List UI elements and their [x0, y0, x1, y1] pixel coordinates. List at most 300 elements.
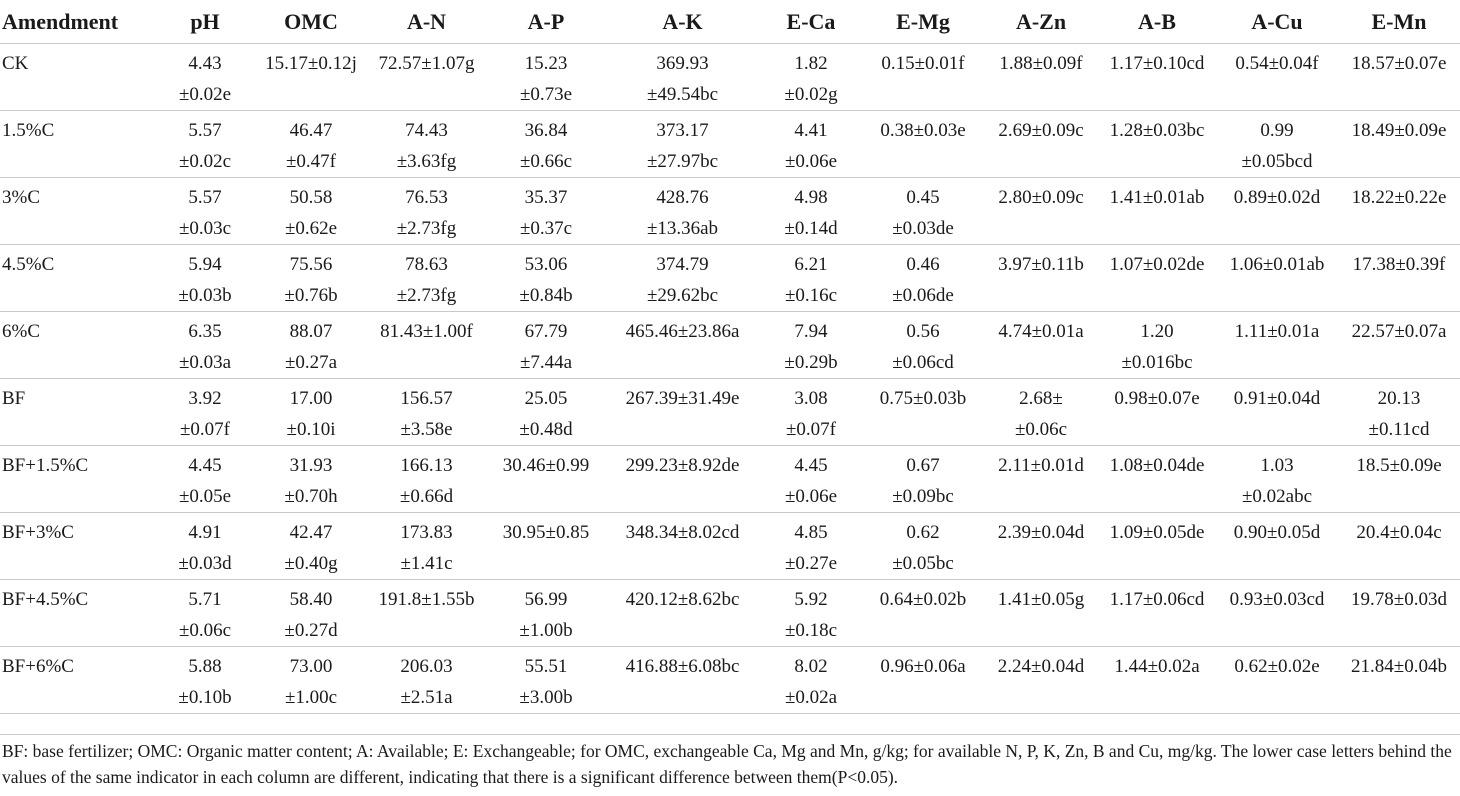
cell-line-2: ±29.62bc [646, 285, 719, 306]
cell-line-2: ±0.06c [178, 620, 232, 641]
cell-line-2: ±0.27a [284, 352, 338, 373]
table-cell [605, 647, 760, 714]
cell-line-1: 0.38±0.03e [880, 120, 966, 141]
cell-line-2: ±0.07f [179, 419, 230, 440]
cell-line-1: 191.8±1.55b [378, 589, 475, 610]
cell-line-1: 18.5±0.09e [1356, 455, 1442, 476]
cell-line-1: 1.44±0.02a [1114, 656, 1200, 677]
cell-line-1: 73.00 [289, 656, 333, 677]
table-cell [862, 580, 984, 647]
column-header-a-b: A-B [1098, 0, 1216, 44]
table-cell [366, 647, 487, 714]
cell-line-2: ±49.54bc [646, 84, 719, 105]
cell-line-2: ±0.66d [399, 486, 454, 507]
row-label: BF+3%C [0, 513, 154, 580]
table-cell [154, 446, 256, 513]
cell-line-1: 166.13 [400, 455, 453, 476]
cell-line-1: 81.43±1.00f [380, 321, 473, 342]
table-cell [154, 44, 256, 111]
table-cell [366, 379, 487, 446]
cell-line-2: ±0.40g [284, 553, 338, 574]
cell-line-1: 0.64±0.02b [879, 589, 967, 610]
cell-line-1: 428.76 [656, 187, 709, 208]
table-cell [760, 44, 862, 111]
table-cell [154, 245, 256, 312]
cell-line-1: 0.15±0.01f [881, 53, 965, 74]
cell-line-2: ±0.02c [178, 151, 232, 172]
table-cell [1216, 379, 1338, 446]
cell-line-1: 42.47 [289, 522, 333, 543]
row-label: CK [0, 44, 154, 111]
table-cell [984, 178, 1098, 245]
cell-line-2: ±0.05bc [892, 553, 954, 574]
cell-line-1: 1.08±0.04de [1109, 455, 1205, 476]
cell-line-2: ±0.73e [519, 84, 573, 105]
table-cell [1216, 245, 1338, 312]
table-row [0, 312, 1460, 379]
table-cell [760, 312, 862, 379]
table-cell [605, 312, 760, 379]
column-header-amendment: Amendment [0, 0, 154, 44]
table-cell [605, 513, 760, 580]
cell-line-1: 2.39±0.04d [997, 522, 1085, 543]
cell-line-2: ±0.66c [519, 151, 573, 172]
table-cell [154, 580, 256, 647]
row-label: BF+1.5%C [0, 446, 154, 513]
cell-line-1: 2.68± [1019, 388, 1063, 409]
table-cell [256, 513, 366, 580]
table-cell [487, 312, 605, 379]
cell-line-2: ±2.73fg [396, 285, 457, 306]
cell-line-2: ±1.00b [519, 620, 573, 641]
cell-line-2: ±0.10b [178, 687, 232, 708]
table-cell [1216, 312, 1338, 379]
cell-line-1: 55.51 [524, 656, 568, 677]
row-label: 6%C [0, 312, 154, 379]
cell-line-1: 5.94 [188, 254, 222, 275]
table-cell [256, 446, 366, 513]
table-cell [487, 178, 605, 245]
cell-line-2: ±0.76b [284, 285, 338, 306]
cell-line-1: 5.92 [794, 589, 828, 610]
table-cell [760, 178, 862, 245]
table-cell [984, 245, 1098, 312]
cell-line-1: 75.56 [289, 254, 333, 275]
cell-line-1: 17.00 [289, 388, 333, 409]
cell-line-2: ±3.58e [400, 419, 453, 440]
cell-line-1: 31.93 [289, 455, 333, 476]
table-cell [487, 513, 605, 580]
table-cell [984, 312, 1098, 379]
column-header-omc: OMC [256, 0, 366, 44]
table-cell [1338, 446, 1460, 513]
cell-line-1: 5.57 [188, 120, 222, 141]
cell-line-1: 156.57 [400, 388, 453, 409]
cell-line-2: ±0.03c [178, 218, 232, 239]
table-cell [366, 178, 487, 245]
cell-line-1: 56.99 [524, 589, 568, 610]
table-cell [366, 513, 487, 580]
table-cell [1216, 111, 1338, 178]
table-cell [154, 178, 256, 245]
cell-line-1: 1.20 [1140, 321, 1174, 342]
cell-line-2: ±0.29b [784, 352, 838, 373]
cell-line-1: 46.47 [289, 120, 333, 141]
cell-line-2: ±1.41c [400, 553, 453, 574]
table-cell [256, 647, 366, 714]
table-cell [605, 580, 760, 647]
table-cell [605, 44, 760, 111]
table-row [0, 446, 1460, 513]
cell-line-1: 173.83 [400, 522, 453, 543]
cell-line-2: ±1.00c [284, 687, 338, 708]
cell-line-1: 5.71 [188, 589, 222, 610]
cell-line-2: ±0.18c [784, 620, 838, 641]
cell-line-1: 1.03 [1260, 455, 1294, 476]
table-cell [1216, 513, 1338, 580]
table-cell [1098, 513, 1216, 580]
cell-line-1: 4.91 [188, 522, 222, 543]
table-cell [1098, 647, 1216, 714]
table-footnote: BF: base fertilizer; OMC: Organic matter content; A: Available; E: Exchangeable; for OMC, exchangeable Ca, Mg and Mn, g/kg; for available N, P, K, Zn, B and Cu, mg/kg. The lower case letters behind the values of the same indicator in each column are different, indicating that there is a significant difference between them(P<0.05). [2, 741, 1452, 787]
cell-line-1: 5.57 [188, 187, 222, 208]
cell-line-2: ±0.09bc [892, 486, 954, 507]
cell-line-1: 4.45 [794, 455, 828, 476]
cell-line-2: ±0.27d [284, 620, 338, 641]
table-cell [862, 312, 984, 379]
table-cell [1216, 580, 1338, 647]
table-cell [862, 379, 984, 446]
cell-line-1: 3.08 [794, 388, 828, 409]
table-cell [1098, 111, 1216, 178]
cell-line-2: ±0.05e [178, 486, 232, 507]
cell-line-2: ±0.06e [784, 486, 838, 507]
cell-line-1: 30.46±0.99 [502, 455, 590, 476]
table-cell [862, 111, 984, 178]
table-cell [366, 312, 487, 379]
table-cell [1216, 446, 1338, 513]
cell-line-1: 67.79 [524, 321, 568, 342]
row-label: BF+6%C [0, 647, 154, 714]
table-cell [256, 44, 366, 111]
cell-line-1: 21.84±0.04b [1351, 656, 1447, 677]
cell-line-1: 1.06±0.01ab [1229, 254, 1325, 275]
table-body [0, 44, 1460, 714]
row-label: BF [0, 379, 154, 446]
table-cell [1338, 513, 1460, 580]
column-header-a-n: A-N [366, 0, 487, 44]
table-cell [1338, 379, 1460, 446]
cell-line-1: 76.53 [405, 187, 448, 208]
cell-line-2: ±0.11cd [1368, 419, 1430, 440]
table-cell [154, 647, 256, 714]
cell-line-2: ±0.84b [519, 285, 573, 306]
table-cell [487, 446, 605, 513]
table-cell [1216, 44, 1338, 111]
table-cell [1338, 647, 1460, 714]
table-cell [862, 513, 984, 580]
table-cell [154, 312, 256, 379]
table-cell [1098, 446, 1216, 513]
table-cell [1338, 312, 1460, 379]
table-cell [1338, 44, 1460, 111]
table-cell [487, 580, 605, 647]
table-row [0, 44, 1460, 111]
cell-line-1: 50.58 [289, 187, 333, 208]
column-header-e-ca: E-Ca [760, 0, 862, 44]
cell-line-1: 7.94 [794, 321, 828, 342]
cell-line-2: ±0.03d [178, 553, 232, 574]
column-header-a-k: A-K [605, 0, 760, 44]
cell-line-1: 1.17±0.06cd [1109, 589, 1205, 610]
table-cell [487, 111, 605, 178]
table-cell [984, 44, 1098, 111]
cell-line-1: 369.93 [656, 53, 709, 74]
table-cell [487, 379, 605, 446]
cell-line-2: ±7.44a [519, 352, 573, 373]
cell-line-1: 6.35 [188, 321, 222, 342]
cell-line-1: 0.89±0.02d [1233, 187, 1321, 208]
table-row [0, 647, 1460, 714]
table-cell [605, 111, 760, 178]
column-header-ph: pH [154, 0, 256, 44]
cell-line-2: ±0.03b [178, 285, 232, 306]
table-cell [862, 178, 984, 245]
cell-line-2: ±13.36ab [646, 218, 719, 239]
cell-line-1: 0.75±0.03b [879, 388, 967, 409]
table-cell [1338, 245, 1460, 312]
row-label: 1.5%C [0, 111, 154, 178]
table-cell [862, 446, 984, 513]
cell-line-1: 58.40 [289, 589, 333, 610]
cell-line-1: 0.98±0.07e [1114, 388, 1200, 409]
cell-line-1: 1.28±0.03bc [1109, 120, 1205, 141]
cell-line-1: 1.11±0.01a [1234, 321, 1320, 342]
cell-line-1: 18.57±0.07e [1351, 53, 1447, 74]
table-cell [366, 580, 487, 647]
cell-line-1: 0.54±0.04f [1235, 53, 1319, 74]
table-row [0, 580, 1460, 647]
cell-line-1: 0.99 [1260, 120, 1294, 141]
cell-line-1: 22.57±0.07a [1351, 321, 1447, 342]
cell-line-2: ±2.73fg [396, 218, 457, 239]
table-row [0, 178, 1460, 245]
cell-line-1: 2.24±0.04d [997, 656, 1085, 677]
cell-line-1: 4.85 [794, 522, 828, 543]
cell-line-2: ±0.07f [785, 419, 836, 440]
table-cell [256, 111, 366, 178]
cell-line-1: 267.39±31.49e [625, 388, 740, 409]
table-cell [256, 245, 366, 312]
cell-line-2: ±0.02a [784, 687, 838, 708]
table-cell [760, 446, 862, 513]
table-cell [487, 44, 605, 111]
cell-line-2: ±0.02g [784, 84, 838, 105]
cell-line-2: ±0.27e [784, 553, 838, 574]
table-cell [760, 647, 862, 714]
cell-line-1: 17.38±0.39f [1352, 254, 1446, 275]
table-cell [1338, 111, 1460, 178]
cell-line-1: 4.98 [794, 187, 828, 208]
cell-line-1: 2.80±0.09c [998, 187, 1084, 208]
table-cell [760, 111, 862, 178]
bottom-rule [0, 734, 1460, 735]
table-cell [1098, 379, 1216, 446]
cell-line-1: 0.93±0.03cd [1229, 589, 1325, 610]
cell-line-1: 2.11±0.01d [998, 455, 1084, 476]
cell-line-1: 20.13 [1377, 388, 1421, 409]
table-cell [984, 111, 1098, 178]
table-cell [862, 44, 984, 111]
cell-line-2: ±3.00b [519, 687, 573, 708]
table-cell [1098, 178, 1216, 245]
cell-line-1: 5.88 [188, 656, 222, 677]
table-cell [1098, 44, 1216, 111]
cell-line-1: 18.49±0.09e [1351, 120, 1447, 141]
column-header-a-cu: A-Cu [1216, 0, 1338, 44]
table-row [0, 379, 1460, 446]
header-row [0, 0, 1460, 44]
table-cell [760, 379, 862, 446]
cell-line-1: 348.34±8.02cd [625, 522, 740, 543]
cell-line-1: 36.84 [524, 120, 568, 141]
cell-line-2: ±0.03a [178, 352, 232, 373]
table-row [0, 111, 1460, 178]
cell-line-2: ±0.70h [284, 486, 338, 507]
cell-line-1: 373.17 [656, 120, 709, 141]
cell-line-1: 88.07 [289, 321, 333, 342]
column-header-e-mg: E-Mg [862, 0, 984, 44]
cell-line-2: ±0.16c [784, 285, 838, 306]
cell-line-1: 0.45 [906, 187, 940, 208]
table-cell [487, 647, 605, 714]
table-cell [154, 111, 256, 178]
table-cell [366, 446, 487, 513]
cell-line-2: ±0.14d [784, 218, 838, 239]
cell-line-1: 374.79 [656, 254, 709, 275]
table-cell [366, 111, 487, 178]
cell-line-1: 15.23 [524, 53, 568, 74]
row-label: BF+4.5%C [0, 580, 154, 647]
cell-line-1: 299.23±8.92de [625, 455, 740, 476]
cell-line-1: 0.90±0.05d [1233, 522, 1321, 543]
cell-line-1: 30.95±0.85 [502, 522, 590, 543]
table-cell [862, 647, 984, 714]
cell-line-2: ±0.37c [519, 218, 573, 239]
cell-line-1: 1.09±0.05de [1109, 522, 1205, 543]
table-cell [154, 513, 256, 580]
table-cell [366, 245, 487, 312]
table-cell [760, 513, 862, 580]
column-header-e-mn: E-Mn [1338, 0, 1460, 44]
cell-line-1: 1.88±0.09f [999, 53, 1083, 74]
cell-line-2: ±0.06de [892, 285, 954, 306]
cell-line-1: 8.02 [794, 656, 828, 677]
cell-line-1: 0.62 [906, 522, 940, 543]
table-cell [1216, 647, 1338, 714]
cell-line-1: 1.17±0.10cd [1109, 53, 1205, 74]
row-label: 3%C [0, 178, 154, 245]
cell-line-1: 1.82 [794, 53, 828, 74]
cell-line-1: 1.41±0.01ab [1109, 187, 1205, 208]
cell-line-2: ±0.05bcd [1241, 151, 1313, 172]
cell-line-1: 1.07±0.02de [1109, 254, 1205, 275]
table-row [0, 245, 1460, 312]
cell-line-1: 3.97±0.11b [998, 254, 1084, 275]
table-cell [256, 379, 366, 446]
cell-line-2: ±0.47f [285, 151, 336, 172]
cell-line-2: ±0.06e [784, 151, 838, 172]
table-cell [1098, 245, 1216, 312]
cell-line-1: 0.62±0.02e [1234, 656, 1320, 677]
cell-line-1: 0.56 [906, 321, 940, 342]
table-cell [984, 379, 1098, 446]
cell-line-2: ±0.06cd [892, 352, 954, 373]
table-cell [1098, 312, 1216, 379]
table-cell [984, 446, 1098, 513]
cell-line-1: 78.63 [405, 254, 448, 275]
table-cell [984, 580, 1098, 647]
cell-line-2: ±0.016bc [1121, 352, 1193, 373]
table-cell [256, 178, 366, 245]
cell-line-2: ±0.62e [284, 218, 338, 239]
cell-line-1: 25.05 [524, 388, 568, 409]
table-cell [366, 44, 487, 111]
table-cell [256, 312, 366, 379]
table-cell [605, 178, 760, 245]
cell-line-2: ±0.02e [178, 84, 232, 105]
table-cell [1338, 178, 1460, 245]
table-cell [1338, 580, 1460, 647]
cell-line-1: 4.74±0.01a [998, 321, 1084, 342]
cell-line-2: ±0.10i [286, 419, 336, 440]
cell-line-1: 1.41±0.05g [997, 589, 1085, 610]
row-label: 4.5%C [0, 245, 154, 312]
cell-line-1: 416.88±6.08bc [625, 656, 740, 677]
cell-line-1: 74.43 [405, 120, 448, 141]
cell-line-2: ±0.03de [892, 218, 954, 239]
column-header-a-zn: A-Zn [984, 0, 1098, 44]
cell-line-1: 20.4±0.04c [1356, 522, 1442, 543]
cell-line-1: 420.12±8.62bc [625, 589, 740, 610]
column-header-a-p: A-P [487, 0, 605, 44]
table-cell [256, 580, 366, 647]
cell-line-2: ±27.97bc [646, 151, 719, 172]
table-cell [605, 446, 760, 513]
cell-line-1: 3.92 [188, 388, 222, 409]
cell-line-1: 4.45 [188, 455, 222, 476]
cell-line-1: 35.37 [524, 187, 568, 208]
cell-line-2: ±2.51a [400, 687, 453, 708]
table-cell [605, 245, 760, 312]
table-cell [760, 580, 862, 647]
table-cell [984, 513, 1098, 580]
cell-line-1: 206.03 [400, 656, 453, 677]
cell-line-1: 0.67 [906, 455, 940, 476]
table-cell [154, 379, 256, 446]
table-cell [862, 245, 984, 312]
cell-line-2: ±0.02abc [1241, 486, 1313, 507]
cell-line-2: ±0.48d [519, 419, 573, 440]
cell-line-1: 4.41 [794, 120, 828, 141]
cell-line-1: 4.43 [188, 53, 222, 74]
table-cell [1216, 178, 1338, 245]
cell-line-2: ±0.06c [1014, 419, 1068, 440]
table-cell [1098, 580, 1216, 647]
table-cell [984, 647, 1098, 714]
cell-line-2: ±3.63fg [396, 151, 457, 172]
cell-line-1: 6.21 [794, 254, 828, 275]
